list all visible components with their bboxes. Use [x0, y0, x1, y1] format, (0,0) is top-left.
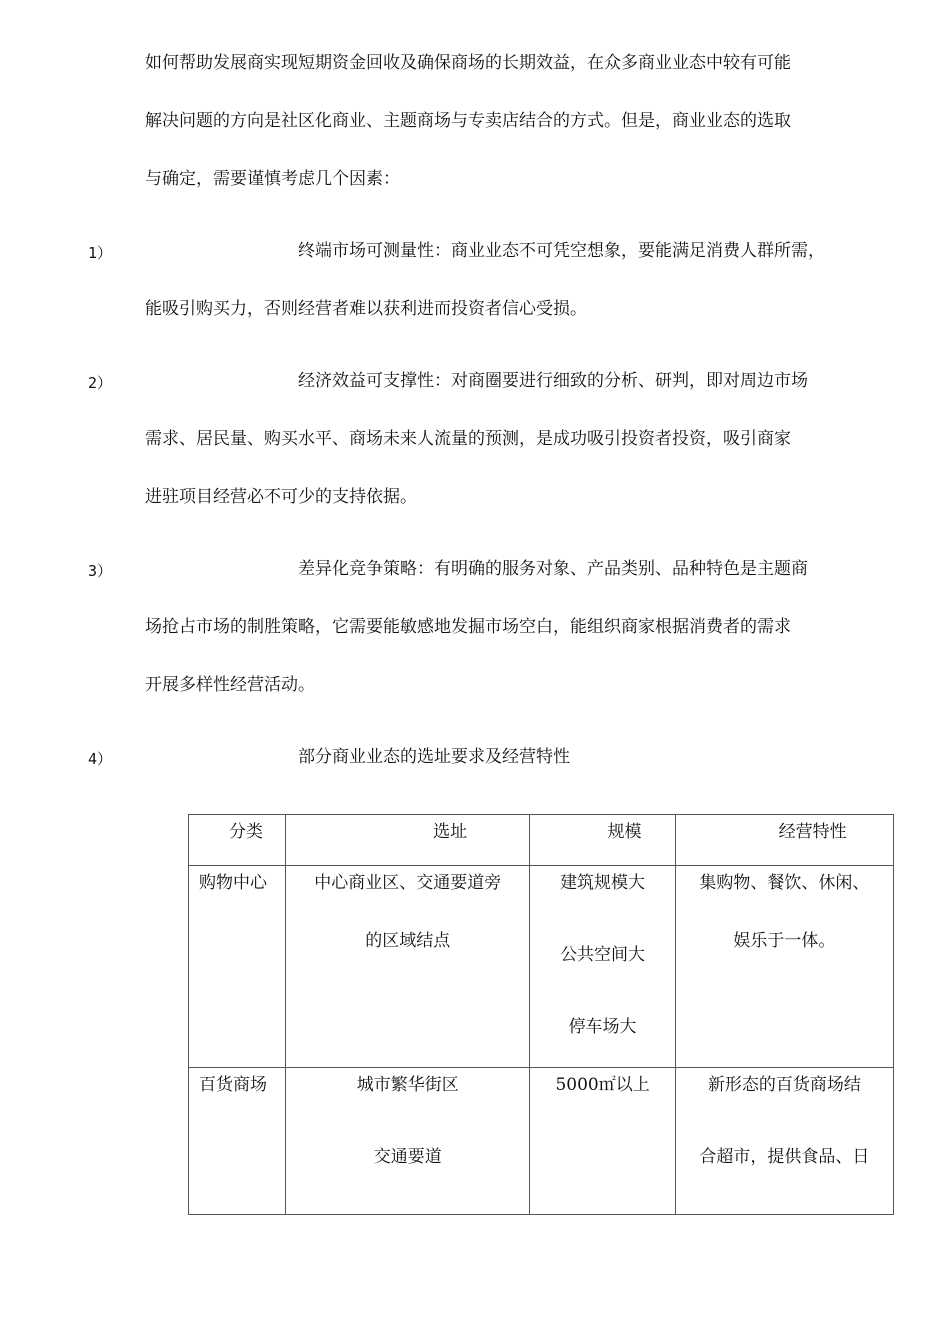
intro-line-3: 与确定，需要谨慎考虑几个因素： — [145, 169, 400, 189]
table-header-row — [189, 815, 894, 866]
item-3-line-2: 场抢占市场的制胜策略，它需要能敏感地发掘市场空白，能组织商家根据消费者的需求 — [145, 617, 791, 637]
intro-line-1: 如何帮助发展商实现短期资金回收及确保商场的长期效益，在众多商业业态中较有可能 — [145, 53, 791, 73]
header-scale: 规模 — [530, 815, 675, 866]
item-1-line-1: 终端市场可测量性：商业业态不可凭空想象，要能满足消费人群所需， — [298, 241, 825, 261]
header-category: 分类 — [189, 815, 286, 866]
item-1-number: 1） — [88, 244, 113, 262]
item-2-line-2: 需求、居民量、购买水平、商场未来人流量的预测，是成功吸引投资者投资，吸引商家 — [145, 429, 791, 449]
item-1-line-2: 能吸引购买力，否则经营者难以获利进而投资者信心受损。 — [145, 299, 587, 319]
item-3-number: 3） — [88, 562, 113, 580]
item-4-number: 4） — [88, 750, 113, 768]
row-2-location: 城市繁华街区 交通要道 — [286, 1068, 530, 1215]
item-2-number: 2） — [88, 374, 113, 392]
row-1-location: 中心商业区、交通要道旁 的区域结点 — [286, 866, 530, 1068]
item-3-line-3: 开展多样性经营活动。 — [145, 675, 315, 695]
row-2-category: 百货商场 — [189, 1068, 286, 1215]
row-1-features: 集购物、餐饮、休闲、 娱乐于一体。 — [675, 866, 893, 1068]
row-1-category: 购物中心 — [189, 866, 286, 1068]
table-row — [189, 1068, 894, 1215]
business-format-table — [188, 814, 894, 1215]
row-2-features: 新形态的百货商场结 合超市，提供食品、日 — [675, 1068, 893, 1215]
header-location: 选址 — [286, 815, 530, 866]
table-row — [189, 866, 894, 1068]
item-2-line-3: 进驻项目经营必不可少的支持依据。 — [145, 487, 417, 507]
item-4-line-1: 部分商业业态的选址要求及经营特性 — [298, 747, 570, 767]
item-3-line-1: 差异化竞争策略：有明确的服务对象、产品类别、品种特色是主题商 — [298, 559, 808, 579]
row-1-scale: 建筑规模大 公共空间大 停车场大 — [530, 866, 675, 1068]
intro-line-2: 解决问题的方向是社区化商业、主题商场与专卖店结合的方式。但是，商业业态的选取 — [145, 111, 791, 131]
row-2-scale: 5000㎡以上 — [530, 1068, 675, 1215]
header-features: 经营特性 — [675, 815, 893, 866]
item-2-line-1: 经济效益可支撑性：对商圈要进行细致的分析、研判，即对周边市场 — [298, 371, 808, 391]
